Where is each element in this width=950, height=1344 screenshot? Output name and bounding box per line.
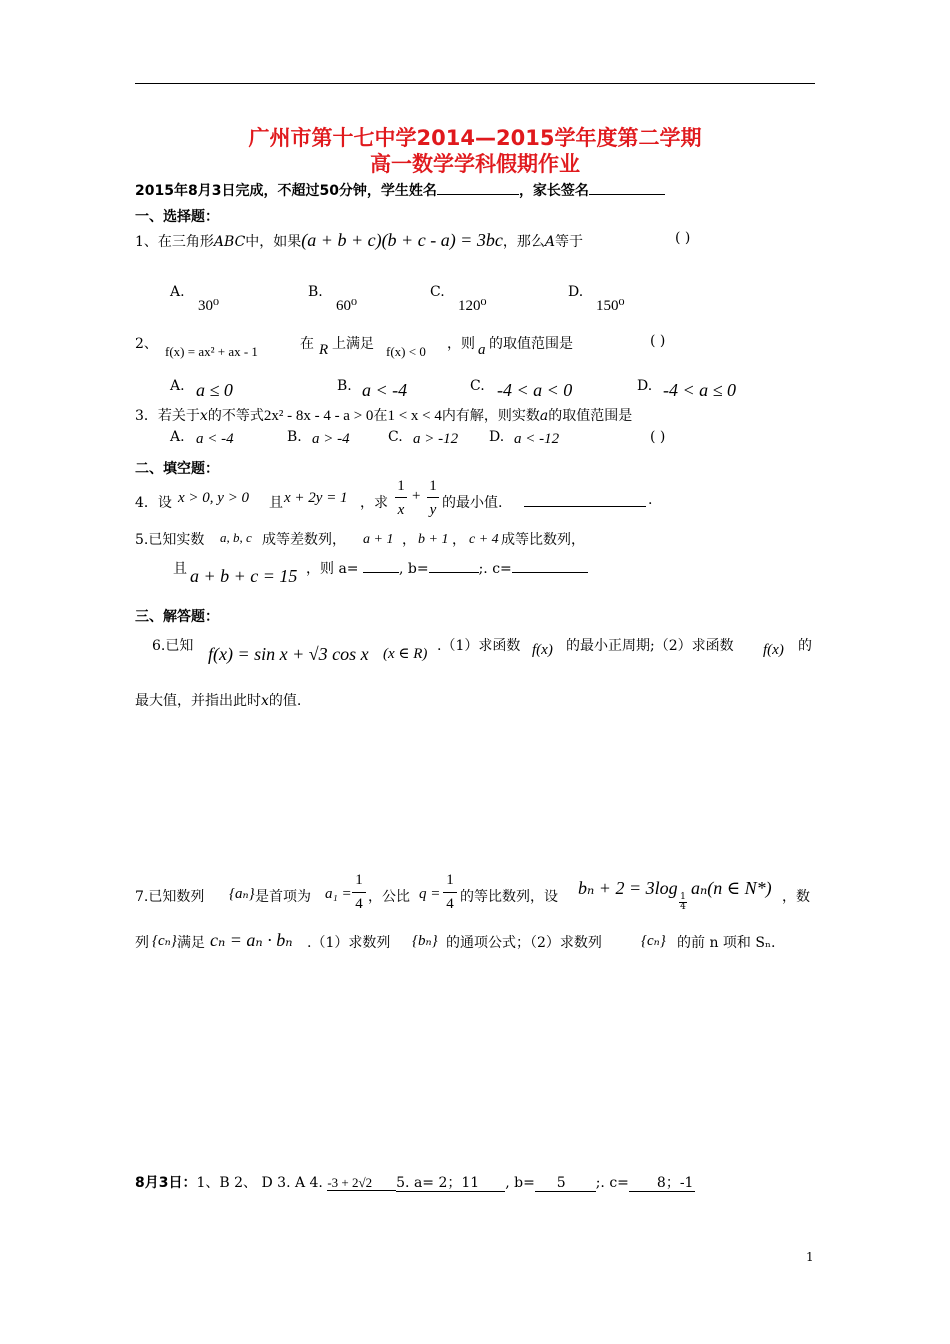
- q2-text-a: 在: [300, 336, 314, 352]
- q4-answer-blank[interactable]: [524, 492, 646, 507]
- q1-text-b: 中，如果: [245, 234, 302, 250]
- q2-option-b-value: a < -4: [362, 380, 408, 400]
- q4-frac1-bar: [395, 497, 407, 498]
- q3-option-d-value: a < -12: [514, 431, 560, 447]
- q2-number: 2、: [135, 336, 158, 352]
- q5-comma2: ，: [452, 532, 466, 548]
- q6-fx-2: f(x): [763, 642, 784, 658]
- q4-text-b: 且: [269, 495, 283, 511]
- q4-frac2-denominator: y: [429, 502, 437, 518]
- student-name-blank[interactable]: [437, 180, 519, 195]
- title-line-1: 广州市第十七中学2014—2015学年度第二学期: [248, 126, 702, 150]
- q7-q-frac-den: 4: [446, 896, 454, 912]
- q5-b-blank[interactable]: [429, 558, 479, 573]
- q4-frac1-denominator: x: [397, 502, 405, 518]
- q7-line2-b: 满足: [177, 935, 205, 951]
- section-solve: 三、解答题：: [135, 609, 219, 625]
- q5-line2-a: 且: [173, 561, 187, 577]
- q3-text-c: 在: [373, 408, 388, 424]
- q7-log-base-num: 1: [680, 892, 686, 902]
- q3-text-e: 的取值范围是: [548, 408, 633, 424]
- q2-option-b-label: B.: [337, 378, 352, 394]
- q1-option-d-label: D.: [568, 284, 584, 300]
- q7-text-b: 是首项为: [255, 889, 311, 905]
- answers-text-d: ;. c=: [595, 1175, 629, 1191]
- q6-text-d: 的: [798, 638, 812, 654]
- q7-q-frac-bar: [443, 892, 457, 893]
- q5-text-c: 成等比数列，: [501, 532, 585, 548]
- q1-text-d: 等于: [554, 234, 583, 250]
- q7-log-base: [679, 893, 687, 912]
- q5-c-blank[interactable]: [512, 558, 588, 573]
- answers-b-val: 5: [535, 1175, 596, 1192]
- q5-answers: [306, 558, 588, 578]
- header-rule: [135, 83, 815, 84]
- q5-vars: a, b, c: [220, 530, 252, 545]
- q3-text-a: 3．若关于: [135, 408, 200, 424]
- q7-line2-a: 列: [135, 935, 149, 951]
- q2-option-a-label: A.: [170, 378, 185, 394]
- q2-function: f(x) = ax² + ax - 1: [165, 344, 258, 359]
- q5-sum: a + b + c = 15: [190, 566, 298, 586]
- q5-term2: b + 1: [418, 532, 449, 547]
- q2-option-d-value: -4 < a ≤ 0: [663, 380, 737, 400]
- question-3: [135, 405, 632, 425]
- q2-condition: f(x) < 0: [386, 344, 426, 359]
- page-number: 1: [806, 1250, 814, 1264]
- q3-text-b: 的不等式: [207, 408, 264, 424]
- q6-text-b: .（1）求函数: [437, 638, 521, 654]
- q4-text-a: 4．设: [135, 495, 172, 511]
- q2-option-d-label: D.: [637, 378, 653, 394]
- q3-option-d-label: D.: [489, 429, 505, 445]
- q3-option-c-label: C.: [388, 429, 403, 445]
- q2-option-c-label: C.: [470, 378, 485, 394]
- q7-text-d: 的等比数列，设: [460, 889, 558, 905]
- q7-cn-def: cₙ = aₙ · bₙ: [210, 930, 293, 950]
- q5-b-label: , b=: [398, 561, 429, 577]
- q7-a1: a₁ =: [325, 886, 352, 902]
- q7-text-c: ，公比: [368, 889, 410, 905]
- q7-q-frac-num: 1: [446, 872, 454, 888]
- q1-abc: ABC: [213, 234, 246, 250]
- q2-R: R: [319, 342, 329, 358]
- q4-plus: +: [412, 488, 421, 504]
- info-line: [135, 180, 665, 200]
- q7-text-e: ，数: [782, 889, 810, 905]
- q3-a: a: [539, 408, 549, 424]
- q6-x: x: [261, 693, 269, 709]
- q1-option-c-value: 120⁰: [458, 298, 487, 314]
- answer-key: [135, 1172, 695, 1192]
- answers-text-b: 5. a= 2；11: [396, 1175, 505, 1192]
- q1-text-a: 1、在三角形: [135, 234, 214, 250]
- q7-log-base-den: 4: [680, 902, 686, 912]
- q6-domain: (x ∈ R): [383, 646, 428, 662]
- title-line-2: 高一数学学科假期作业: [370, 152, 580, 176]
- q7-line2-c: .（1）求数列: [307, 935, 391, 951]
- q4-frac2-numerator: 1: [429, 478, 437, 494]
- q6-fx-1: f(x): [532, 642, 553, 658]
- answers-text-a: 1、B 2、 D 3. A 4.: [196, 1175, 328, 1191]
- q6-text-c: 的最小正周期;（2）求函数: [566, 638, 734, 654]
- section-choice: 一、选择题：: [135, 209, 219, 225]
- q3-x: x: [199, 408, 208, 424]
- q3-range: 1 < x < 4: [387, 408, 442, 424]
- q7-a1-frac-bar: [352, 892, 366, 893]
- q7-a1-frac-num: 1: [355, 872, 363, 888]
- q1-option-b-value: 60⁰: [336, 298, 358, 314]
- q7-cn: {cₙ}: [152, 933, 177, 949]
- q7-a1-frac-den: 4: [355, 896, 363, 912]
- q6-text-a: 6.已知: [152, 638, 194, 654]
- answers-text-c: , b=: [505, 1175, 535, 1191]
- answers-q4: -3 + 2√2: [327, 1175, 396, 1191]
- q2-text-d: 的取值范围是: [489, 336, 573, 352]
- q4-text-d: 的最小值.: [442, 495, 503, 511]
- answers-label: 8月3日：: [135, 1175, 197, 1191]
- q3-option-b-value: a > -4: [312, 431, 350, 447]
- q3-option-a-label: A.: [170, 429, 185, 445]
- q7-line2-d: 的通项公式；（2）求数列: [446, 935, 602, 951]
- q7-cn-2: {cₙ}: [641, 933, 666, 949]
- answers-c-val: 8；-1: [629, 1175, 696, 1192]
- q7-text-a: 7.已知数列: [135, 889, 205, 905]
- q3-option-c-value: a > -12: [413, 431, 459, 447]
- q1-option-a-value: 30⁰: [198, 298, 220, 314]
- q1-math: (a + b + c)(b + c - a) = 3bc: [301, 230, 503, 250]
- q3-answer-paren: ( ): [650, 429, 666, 445]
- q6-function: f(x) = sin x + √3 cos x: [208, 644, 369, 664]
- q5-c-label: ;. c=: [478, 561, 512, 577]
- q5-a-label: ，则 a=: [306, 561, 359, 577]
- q7-bn: {bₙ}: [412, 933, 438, 949]
- q3-option-a-value: a < -4: [196, 431, 234, 447]
- q1-answer-paren: ( ): [675, 230, 691, 246]
- q7-bn-def2: aₙ(n ∈ N*): [691, 878, 772, 898]
- q4-equation: x + 2y = 1: [284, 490, 348, 506]
- q4-end: .: [648, 492, 653, 508]
- section-fill: 二、填空题：: [135, 461, 219, 477]
- q1-option-d-value: 150⁰: [596, 298, 625, 314]
- q5-term3: c + 4: [469, 532, 499, 547]
- q7-line2-e: 的前 n 项和 Sₙ.: [677, 935, 776, 951]
- q1-option-b-label: B.: [308, 284, 323, 300]
- q5-term1: a + 1: [363, 532, 394, 547]
- q3-inequality: 2x² - 8x - 4 - a > 0: [263, 408, 374, 424]
- q5-comma1: ，: [402, 532, 416, 548]
- q5-a-blank[interactable]: [363, 558, 399, 573]
- q4-condition: x > 0, y > 0: [178, 490, 250, 506]
- q4-frac2-bar: [427, 497, 439, 498]
- q1-var: A: [544, 234, 555, 250]
- q7-q: q =: [419, 886, 441, 902]
- q6-line2-b: 的值.: [268, 693, 302, 709]
- q7-an: {aₙ}: [229, 886, 255, 902]
- q1-option-c-label: C.: [430, 284, 445, 300]
- question-1: [135, 230, 583, 251]
- q2-text-b: 上满足: [332, 336, 374, 352]
- q2-answer-paren: ( ): [650, 333, 666, 349]
- q6-line2-a: 最大值，并指出此时: [135, 693, 261, 709]
- q1-option-a-label: A.: [170, 284, 185, 300]
- q3-option-b-label: B.: [287, 429, 302, 445]
- q5-text-a: 5.已知实数: [135, 532, 205, 548]
- parent-sign-blank[interactable]: [589, 180, 665, 195]
- q2-a: a: [478, 342, 486, 358]
- q2-option-a-value: a ≤ 0: [196, 380, 233, 400]
- q6-line2: [135, 690, 301, 710]
- q2-text-c: ，则: [447, 336, 475, 352]
- q4-text-c: ，求: [360, 495, 388, 511]
- info-prefix: 2015年8月3日完成，不超过50分钟，学生姓名: [135, 183, 437, 199]
- q5-text-b: 成等差数列，: [262, 532, 346, 548]
- info-mid: ，家长签名: [518, 183, 589, 199]
- q4-frac1-numerator: 1: [397, 478, 405, 494]
- q2-option-c-value: -4 < a < 0: [497, 380, 573, 400]
- q1-text-c: ，那么: [502, 234, 545, 250]
- q3-text-d: 内有解，则实数: [441, 408, 540, 424]
- q7-bn-def: bₙ + 2 = 3log: [578, 878, 678, 898]
